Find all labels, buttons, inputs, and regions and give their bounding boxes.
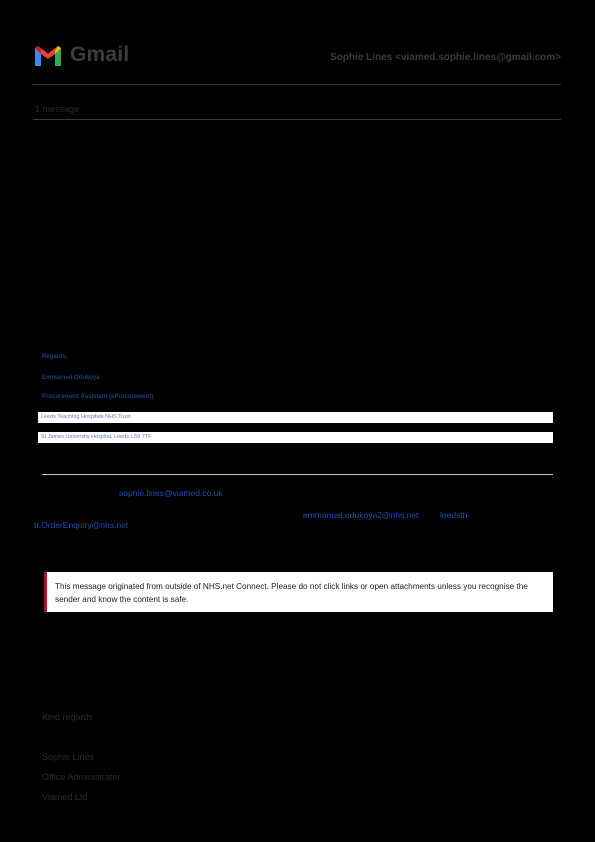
to-email-link-2-cont[interactable]: tr.OrderEnquiry@nhs.net xyxy=(34,520,129,530)
footer-regards: Kind regards xyxy=(42,712,94,722)
external-warning-banner xyxy=(44,572,553,612)
quote-divider xyxy=(42,474,553,475)
thread-divider xyxy=(33,119,561,120)
gmail-wordmark: Gmail xyxy=(70,43,130,66)
external-warning-text: This message originated from outside of NHS.net Connect. Please do not click links or open attachments unless you recognise the sender and know the content is safe. xyxy=(55,582,528,604)
footer-company: Viamed Ltd xyxy=(42,792,88,802)
from-email-link[interactable]: sophie.lines@viamed.co.uk xyxy=(119,488,223,498)
to-email-link-1[interactable]: emmanuel.odukoya2@nhs.net xyxy=(303,510,419,520)
signature-closing: Regards, xyxy=(42,354,68,360)
signature-title: Procurement Assistant (eProcurement) xyxy=(42,394,154,400)
signature-address: St James University Hospital, Leeds LS9 7TF xyxy=(41,434,152,440)
signature-org-bar xyxy=(38,412,553,423)
gmail-logo-icon xyxy=(33,44,63,67)
signature-address-bar xyxy=(38,432,553,443)
header-divider xyxy=(33,84,561,85)
sender-address: Sophie Lines <viamed.sophie.lines@gmail.com> xyxy=(330,52,561,63)
message-count: 1 message xyxy=(35,104,80,114)
to-email-link-2[interactable]: leedsth- xyxy=(440,510,471,520)
signature-org: Leeds Teaching Hospitals NHS Trust xyxy=(41,414,131,420)
footer-name: Sophie Lines xyxy=(42,752,95,762)
footer-role: Office Administrator xyxy=(42,772,121,782)
signature-name: Emmanuel Odukoya xyxy=(42,375,100,381)
